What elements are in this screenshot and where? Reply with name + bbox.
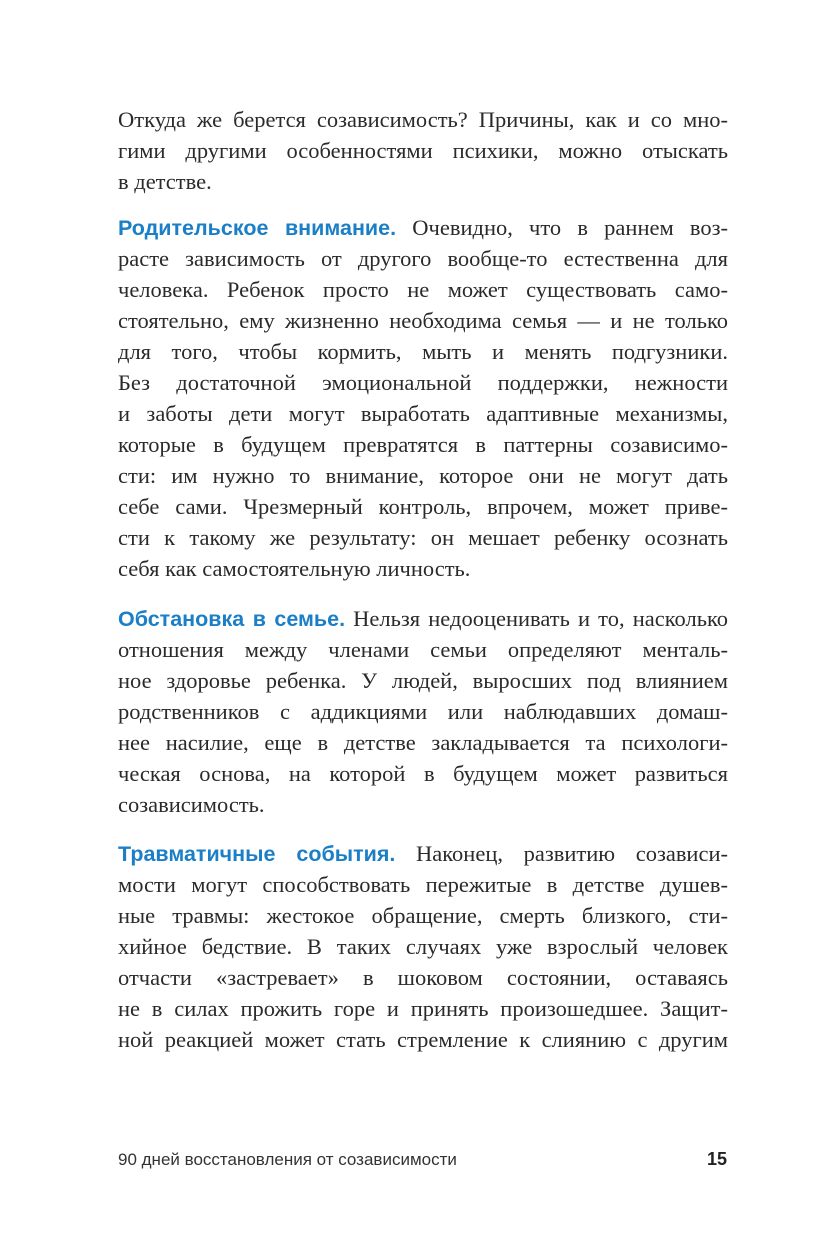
text-line: родственников с аддикциями или наблюдавших домаш-: [118, 699, 728, 724]
paragraph-parental-attention: [118, 212, 728, 584]
text-line: себе сами. Чрезмерный контроль, впрочем, может приве-: [118, 494, 728, 519]
running-footer-title: 90 дней восстановления от созависимости: [118, 1150, 457, 1169]
text-line: и заботы дети могут выработать адаптивные механизмы,: [118, 401, 728, 426]
text-line: сти к такому же результату: он мешает ребенку осознать: [118, 525, 728, 550]
page-number: 15: [706, 1149, 727, 1169]
text-line: Откуда же берется созависимость? Причины, как и со мно-: [118, 107, 728, 132]
text-line: не в силах прожить горе и принять произошедшее. Защит-: [118, 996, 728, 1021]
section-heading: Обстановка в семье.: [118, 607, 346, 631]
text-line: отчасти «застревает» в шоковом состоянии, оставаясь: [118, 965, 728, 990]
section-heading: Травматичные события.: [118, 842, 396, 866]
text-line: [118, 838, 728, 869]
text-line: расте зависимость от другого вообще-то естественна для: [118, 246, 728, 271]
text-line: [118, 212, 728, 243]
text-line: нее насилие, еще в детстве закладывается та психологи-: [118, 730, 728, 755]
text-line: хийное бедствие. В таких случаях уже взрослый человек: [118, 934, 728, 959]
text-line: в детстве.: [118, 169, 212, 194]
paragraph-traumatic-events: [118, 838, 728, 1055]
text-line: Без достаточной эмоциональной поддержки, нежности: [118, 370, 728, 395]
text-line: ческая основа, на которой в будущем может развиться: [118, 761, 728, 786]
text-fragment: Наконец, развитию созависи-: [395, 841, 728, 866]
text-line: сти: им нужно то внимание, которое они не могут дать: [118, 463, 728, 488]
text-line: гими другими особенностями психики, можно отыскать: [118, 138, 728, 163]
text-line: для того, чтобы кормить, мыть и менять подгузники.: [118, 339, 728, 364]
text-line: ное здоровье ребенка. У людей, выросших под влиянием: [118, 668, 728, 693]
text-line: которые в будущем превратятся в паттерны созависимо-: [118, 432, 728, 457]
text-line: ной реакцией может стать стремление к слиянию с другим: [118, 1027, 728, 1052]
text-line: [118, 603, 728, 634]
section-heading: Родительское внимание.: [118, 216, 397, 240]
text-fragment: Нельзя недооценивать и то, насколько: [345, 606, 728, 631]
text-line: отношения между членами семьи определяют менталь-: [118, 637, 728, 662]
text-line: созависимость.: [118, 792, 265, 817]
paragraph-family-environment: [118, 603, 728, 820]
text-fragment: Очевидно, что в раннем воз-: [396, 215, 729, 240]
text-line: стоятельно, ему жизненно необходима семья — и не только: [118, 308, 728, 333]
text-line: мости могут способствовать пережитые в детстве душев-: [118, 872, 728, 897]
text-line: себя как самостоятельную личность.: [118, 556, 471, 581]
text-line: человека. Ребенок просто не может существовать само-: [118, 277, 728, 302]
text-line: ные травмы: жестокое обращение, смерть близкого, сти-: [118, 903, 728, 928]
paragraph-intro: [118, 104, 728, 197]
